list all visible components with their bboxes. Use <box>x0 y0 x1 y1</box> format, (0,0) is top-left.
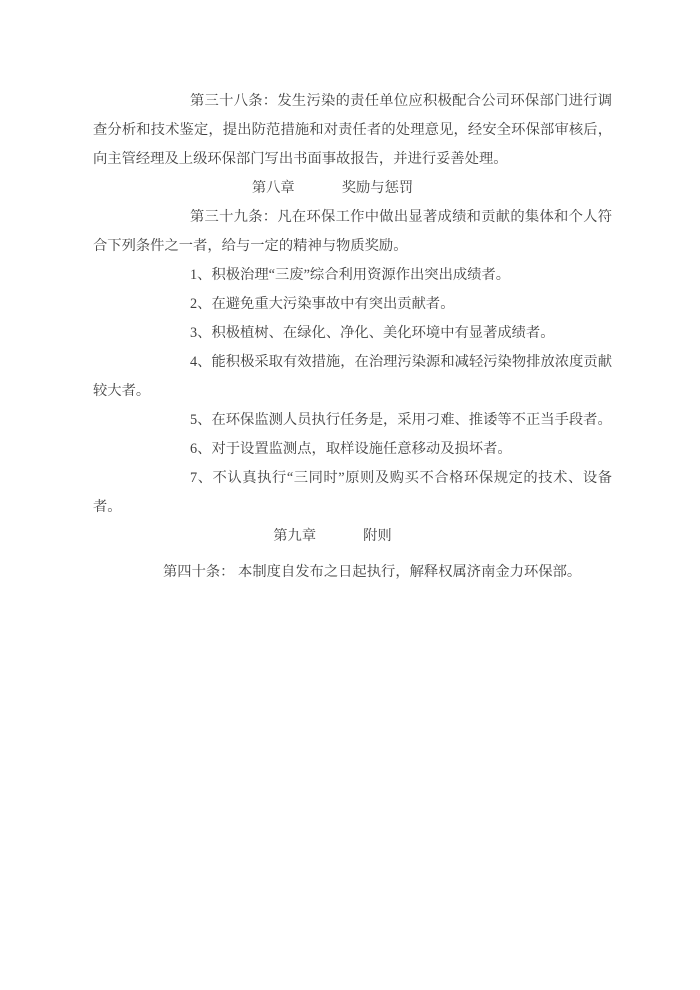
reward-item-2: 2、在避免重大污染事故中有突出贡献者。 <box>190 296 455 312</box>
article-40-paragraph: 第四十条： 本制度自发布之日起执行，解释权属济南金力环保部。 <box>163 564 582 580</box>
document-page <box>93 87 612 587</box>
reward-item-3: 3、积极植树、在绿化、净化、美化环境中有显著成绩者。 <box>190 325 555 341</box>
penalty-item-5: 5、在环保监测人员执行任务是，采用刁难、推诿等不正当手段者。 <box>190 412 612 428</box>
reward-item-1: 1、积极治理“三废”综合利用资源作出突出成绩者。 <box>190 267 511 283</box>
article-38-paragraph: 第三十八条：发生污染的责任单位应积极配合公司环保部门进行调查分析和技术鉴定，提出防范措施和对责任者的处理意见，经安全环保部审核后，向主管经理及上级环保部门写出书面事故报告，并进行妥善处理。 <box>93 93 612 167</box>
penalty-item-7: 7、不认真执行“三同时”原则及购买不合格环保规定的技术、设备者。 <box>93 470 612 515</box>
chapter-9-title: 附则 <box>363 528 392 544</box>
article-39-paragraph: 第三十九条：凡在环保工作中做出显著成绩和贡献的集体和个人符合下列条件之一者，给与一定的精神与物质奖励。 <box>93 209 612 254</box>
chapter-8-title: 奖励与惩罚 <box>341 180 414 196</box>
reward-item-4: 4、能积极采取有效措施，在治理污染源和减轻污染物排放浓度贡献较大者。 <box>93 354 612 399</box>
chapter-8-number: 第八章 <box>251 180 295 196</box>
chapter-9-number: 第九章 <box>273 528 317 544</box>
penalty-item-6: 6、对于设置监测点，取样设施任意移动及损坏者。 <box>190 441 512 457</box>
chapter-8-heading <box>73 174 592 203</box>
chapter-9-heading <box>73 522 592 551</box>
